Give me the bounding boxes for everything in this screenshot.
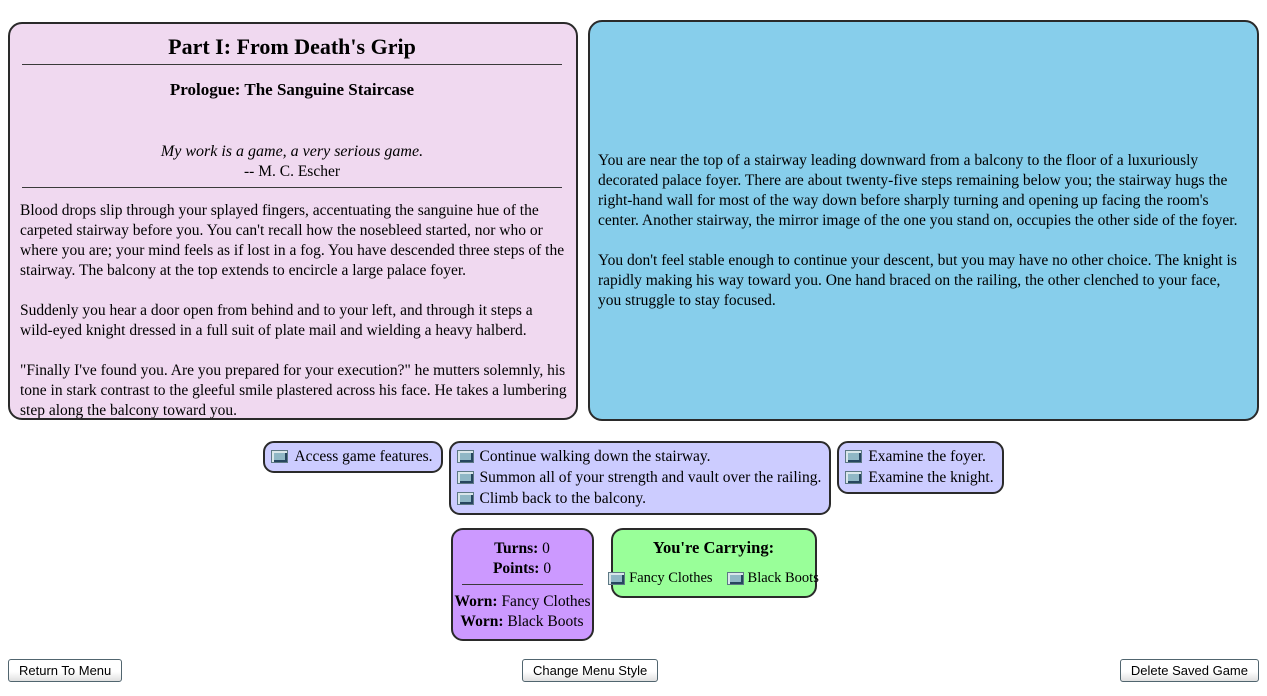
room-paragraph: You don't feel stable enough to continue your descent, but you may have no other choice. The knight is rapidly making his way toward you. One hand braced on the railing, the other clenched to your face, you struggle to stay focused. xyxy=(598,251,1237,309)
points-line xyxy=(455,559,590,579)
action-option[interactable] xyxy=(845,446,993,467)
story-paragraph: "Finally I've found you. Are you prepared for your execution?" he mutters solemnly, his tone in stark contrast to the gleeful smile plastered across his face. He takes a lumbering step along the balcony toward you. xyxy=(20,362,567,419)
worn-item xyxy=(455,592,590,612)
turns-line xyxy=(455,539,590,559)
inventory-item-label: Fancy Clothes xyxy=(629,570,713,586)
worn-label: Worn: xyxy=(460,613,504,630)
option-button-icon xyxy=(271,450,288,463)
turns-label: Turns: xyxy=(494,540,539,557)
inventory-item[interactable] xyxy=(727,570,819,587)
option-button-icon xyxy=(457,450,474,463)
status-row xyxy=(0,528,1267,641)
change-menu-style-button[interactable]: Change Menu Style xyxy=(522,659,658,682)
prologue-title: Prologue: The Sanguine Staircase xyxy=(169,80,415,99)
worn-value: Fancy Clothes xyxy=(501,593,591,610)
story-panel xyxy=(8,22,578,420)
action-row xyxy=(0,441,1267,515)
action-group-movement xyxy=(449,441,832,515)
points-label: Points: xyxy=(492,560,540,577)
inventory-item-label: Black Boots xyxy=(747,570,819,586)
epigraph-quote: My work is a game, a very serious game. xyxy=(160,143,424,160)
room-paragraph: You are near the top of a stairway leading downward from a balcony to the floor of a luxuriously decorated palace foyer. There are about twenty-five steps remaining below you; the stairway hugs the right-hand wall for most of the way down before sharply turning and opening up facing the room's center. Another stairway, the mirror image of the one you stand on, occupies the other side of the foyer. xyxy=(598,151,1238,229)
worn-label: Worn: xyxy=(454,593,498,610)
inventory-items xyxy=(617,570,819,587)
action-group-features xyxy=(263,441,442,473)
story-text xyxy=(14,201,570,420)
inventory-panel xyxy=(611,528,817,598)
action-option-label: Continue walking down the stairway. xyxy=(479,448,711,465)
divider xyxy=(462,584,583,585)
divider xyxy=(22,187,562,188)
option-button-icon xyxy=(845,450,862,463)
status-panel xyxy=(451,528,594,641)
action-option-label: Access game features. xyxy=(294,448,433,465)
action-option[interactable] xyxy=(457,488,822,509)
inventory-item[interactable] xyxy=(608,570,712,587)
option-button-icon xyxy=(457,492,474,505)
action-option-label: Examine the knight. xyxy=(868,469,994,486)
points-value: 0 xyxy=(543,560,552,577)
worn-value: Black Boots xyxy=(507,613,584,630)
room-description-panel xyxy=(588,20,1259,421)
inventory-item-icon xyxy=(727,572,744,585)
story-paragraph: Suddenly you hear a door open from behind and to your left, and through it steps a wild-eyed knight dressed in a full suit of plate mail and wielding a heavy halberd. xyxy=(20,302,533,339)
inventory-item-icon xyxy=(608,572,625,585)
action-option-label: Summon all of your strength and vault over the railing. xyxy=(479,469,822,486)
divider xyxy=(22,64,562,65)
action-group-examine xyxy=(837,441,1003,494)
turns-value: 0 xyxy=(542,540,550,557)
action-option[interactable] xyxy=(457,446,822,467)
return-to-menu-button[interactable]: Return To Menu xyxy=(8,659,122,682)
worn-item xyxy=(455,612,590,632)
delete-saved-game-button[interactable]: Delete Saved Game xyxy=(1120,659,1259,682)
chapter-title: Part I: From Death's Grip xyxy=(168,34,416,59)
action-option[interactable] xyxy=(845,467,993,488)
action-option[interactable] xyxy=(271,446,432,467)
action-option-label: Climb back to the balcony. xyxy=(479,490,646,507)
option-button-icon xyxy=(457,471,474,484)
epigraph-attribution: -- M. C. Escher xyxy=(244,163,340,180)
action-option-label: Examine the foyer. xyxy=(868,448,986,465)
story-paragraph: Blood drops slip through your splayed fingers, accentuating the sanguine hue of the carpeted stairway before you. You can't recall how the nosebleed started, nor who or where you are; your mind feels as if lost in a fog. You have descended three steps of the stairway. The balcony at the top extends to encircle a large palace foyer. xyxy=(20,202,565,279)
action-option[interactable] xyxy=(457,467,822,488)
inventory-title: You're Carrying: xyxy=(652,538,775,557)
option-button-icon xyxy=(845,471,862,484)
